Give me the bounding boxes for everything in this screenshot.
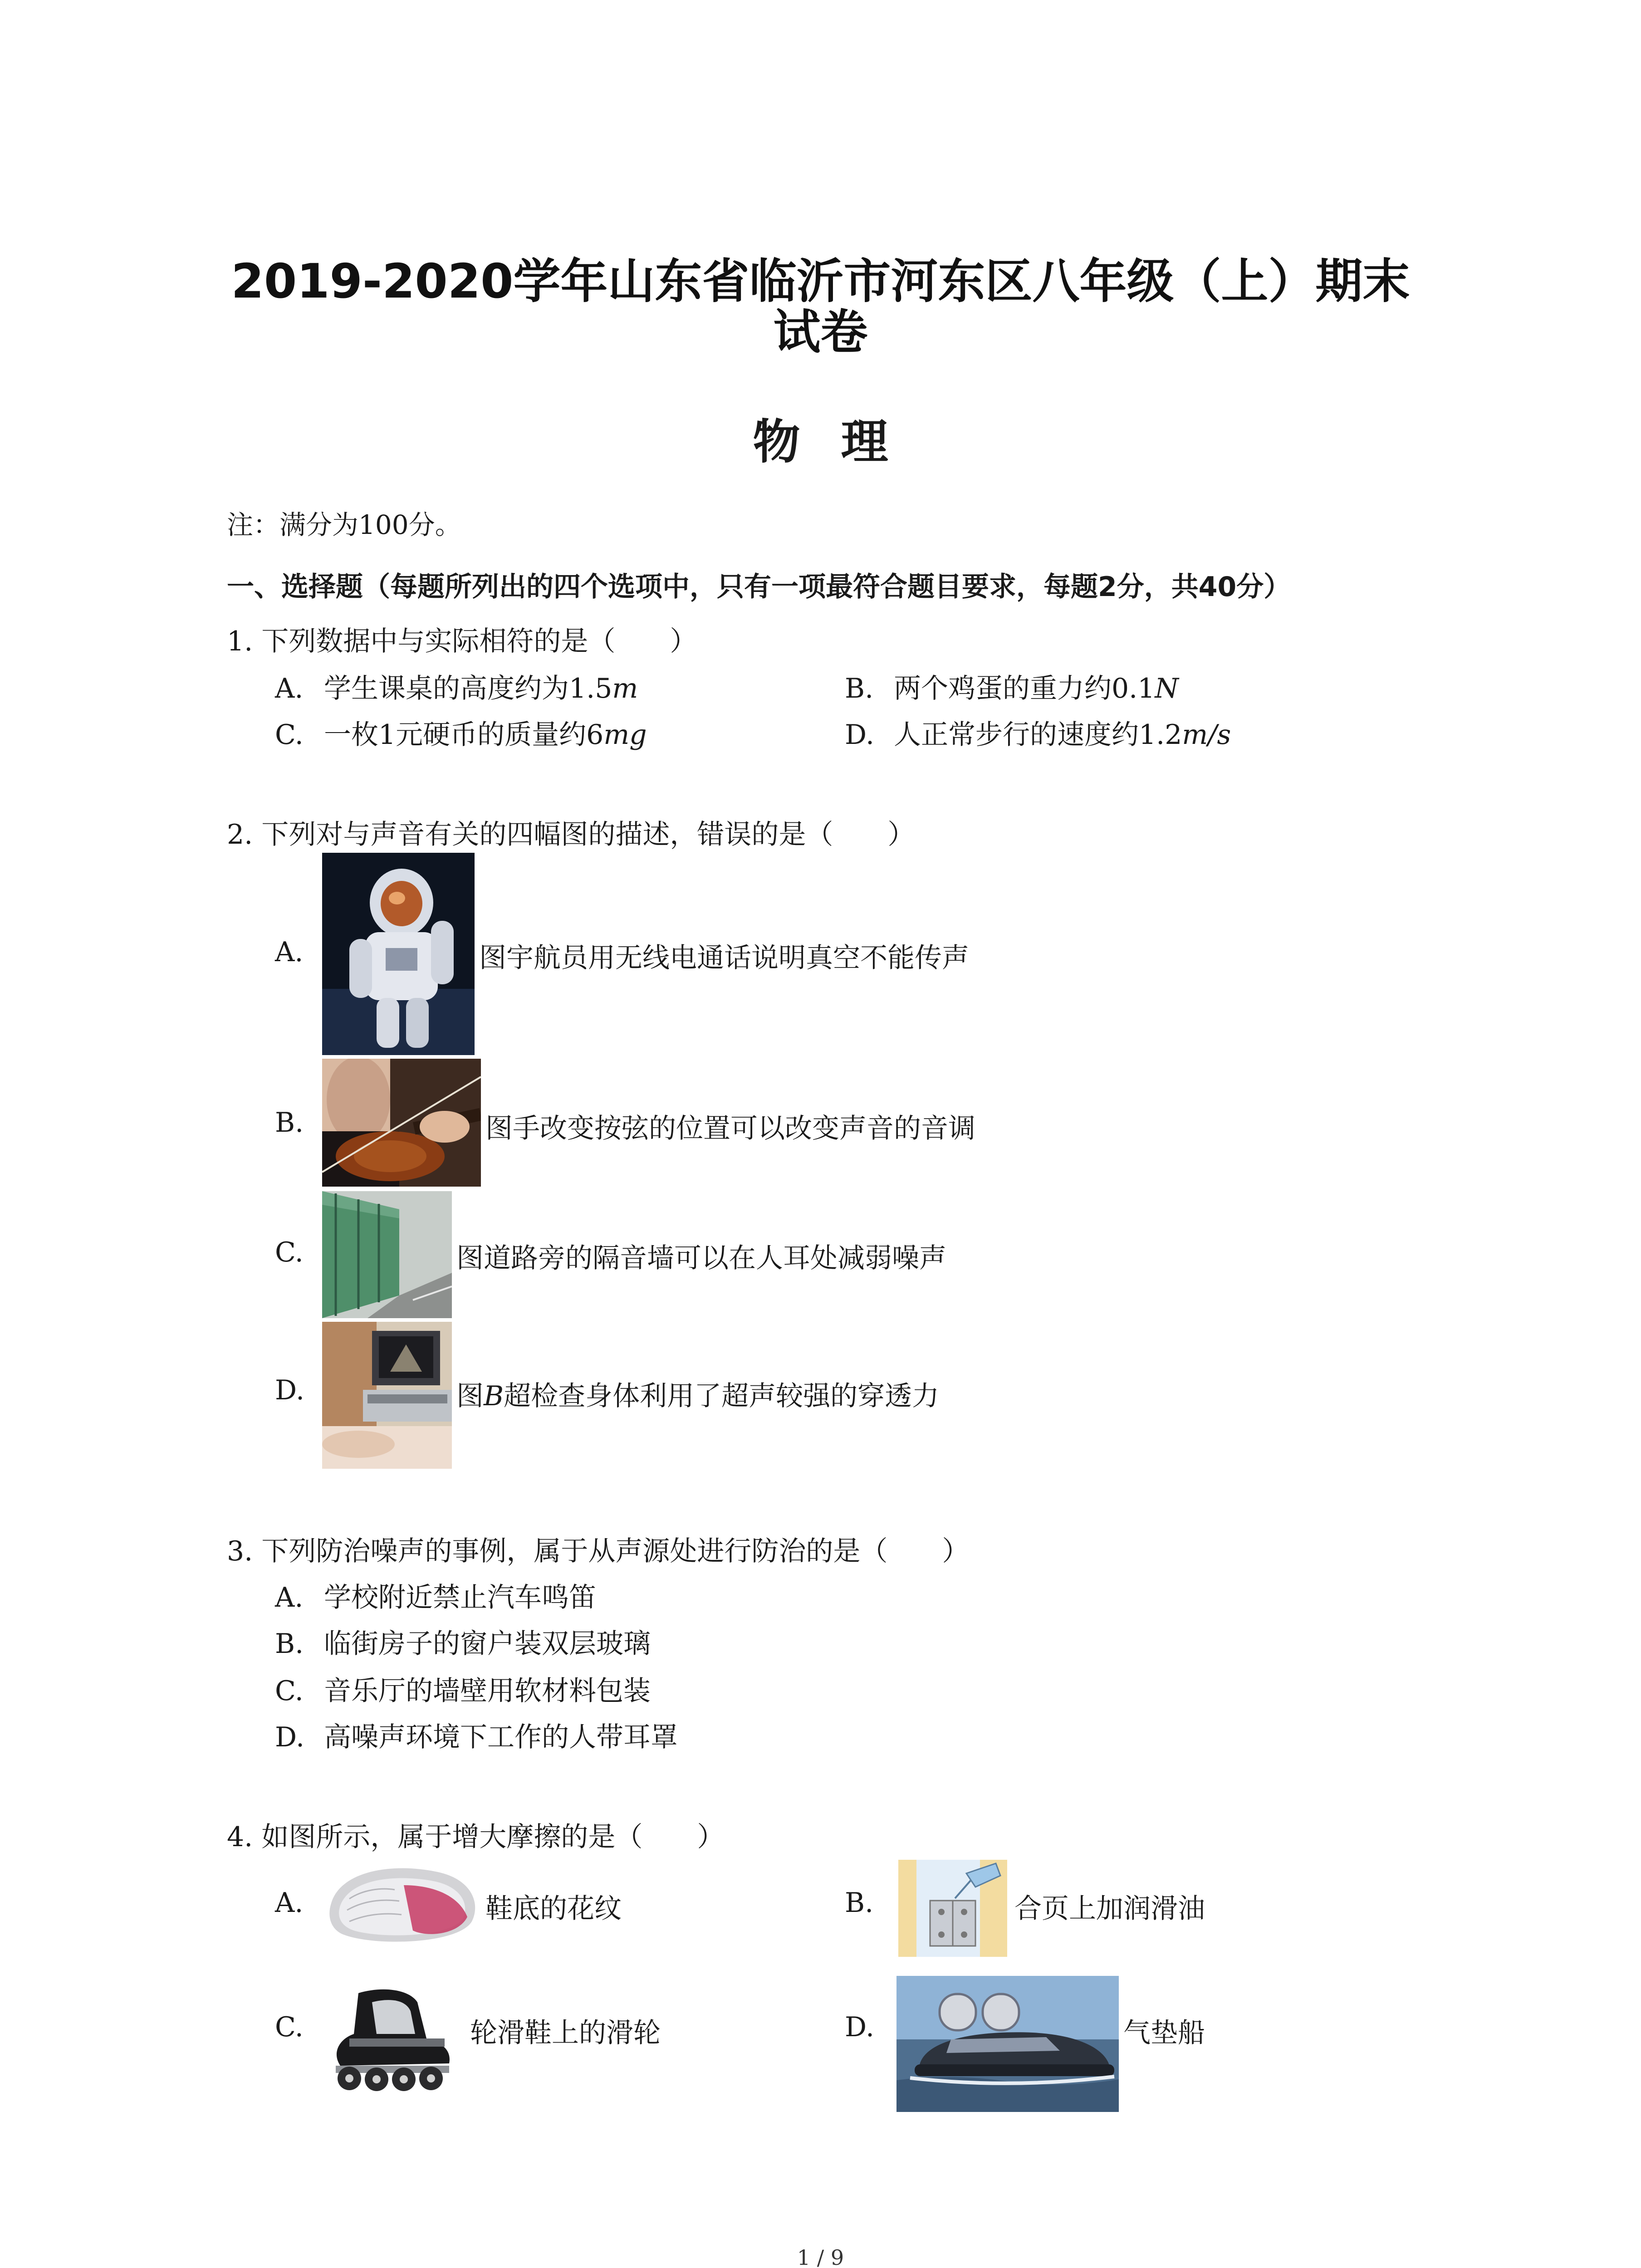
- q4-option-b-text: 合页上加润滑油: [1014, 1893, 1205, 1925]
- q2-option-d-text: 图B超检查身体利用了超声较强的穿透力: [456, 1380, 940, 1412]
- hovercraft-picture: [896, 1976, 1119, 2112]
- q3-option-b[interactable]: B. 临街房子的窗户装双层玻璃: [275, 1628, 651, 1660]
- q2-option-b[interactable]: B.: [275, 1107, 304, 1139]
- page-title-line2: 试卷: [773, 304, 868, 360]
- score-note: 注：满分为100分。: [227, 509, 461, 540]
- question-3-stem: 3. 下列防治噪声的事例，属于从声源处进行防治的是（ ）: [227, 1535, 970, 1567]
- question-2-stem: 2. 下列对与声音有关的四幅图的描述，错误的是（ ）: [227, 819, 915, 850]
- page-number: 1 / 9: [797, 2245, 844, 2268]
- question-1-stem: 1. 下列数据中与实际相符的是（ ）: [227, 626, 697, 657]
- q4-option-a[interactable]: A.: [275, 1887, 304, 1919]
- q3-option-d[interactable]: D. 高噪声环境下工作的人带耳罩: [275, 1721, 678, 1753]
- q1-option-b[interactable]: B. 两个鸡蛋的重力约0.1N: [845, 673, 1179, 704]
- q1-option-d[interactable]: D. 人正常步行的速度约1.2m/s: [845, 719, 1231, 751]
- question-4-stem: 4. 如图所示，属于增大摩擦的是（ ）: [227, 1821, 725, 1853]
- sound-barrier-picture: [322, 1191, 452, 1318]
- q4-option-c[interactable]: C.: [275, 2011, 304, 2043]
- q2-option-d[interactable]: D.: [275, 1374, 305, 1406]
- q2-option-b-text: 图手改变按弦的位置可以改变声音的音调: [485, 1113, 975, 1144]
- q2-option-a[interactable]: A.: [275, 936, 304, 968]
- q3-option-c[interactable]: C. 音乐厅的墙壁用软材料包装: [275, 1675, 651, 1707]
- violin-picture: [322, 1059, 481, 1187]
- q2-option-a-text: 图宇航员用无线电通话说明真空不能传声: [479, 942, 969, 974]
- astronaut-picture: [322, 853, 475, 1055]
- q4-option-b[interactable]: B.: [845, 1887, 874, 1919]
- hinge-oil-picture: [898, 1860, 1007, 1957]
- q2-option-c[interactable]: C.: [275, 1237, 304, 1268]
- subject-heading: 物理: [753, 414, 929, 469]
- q3-option-a[interactable]: A. 学校附近禁止汽车鸣笛: [275, 1582, 596, 1613]
- q4-option-a-text: 鞋底的花纹: [485, 1893, 622, 1925]
- q1-option-c[interactable]: C. 一枚1元硬币的质量约6mg: [275, 719, 647, 751]
- shoe-sole-picture: [322, 1858, 484, 1950]
- q4-option-d-text: 气垫船: [1123, 2017, 1205, 2049]
- q4-option-c-text: 轮滑鞋上的滑轮: [470, 2017, 661, 2049]
- q4-option-d[interactable]: D.: [845, 2011, 875, 2043]
- q2-option-c-text: 图道路旁的隔音墙可以在人耳处减弱噪声: [456, 1242, 946, 1274]
- section-heading: 一、选择题（每题所列出的四个选项中，只有一项最符合题目要求，每题2分，共40分）: [227, 571, 1291, 603]
- inline-skate-picture: [322, 1984, 456, 2093]
- page-title-line1: 2019-2020学年山东省临沂市河东区八年级（上）期末: [231, 254, 1410, 309]
- q1-option-a[interactable]: A. 学生课桌的高度约为1.5m: [275, 673, 638, 704]
- ultrasound-picture: [322, 1322, 452, 1469]
